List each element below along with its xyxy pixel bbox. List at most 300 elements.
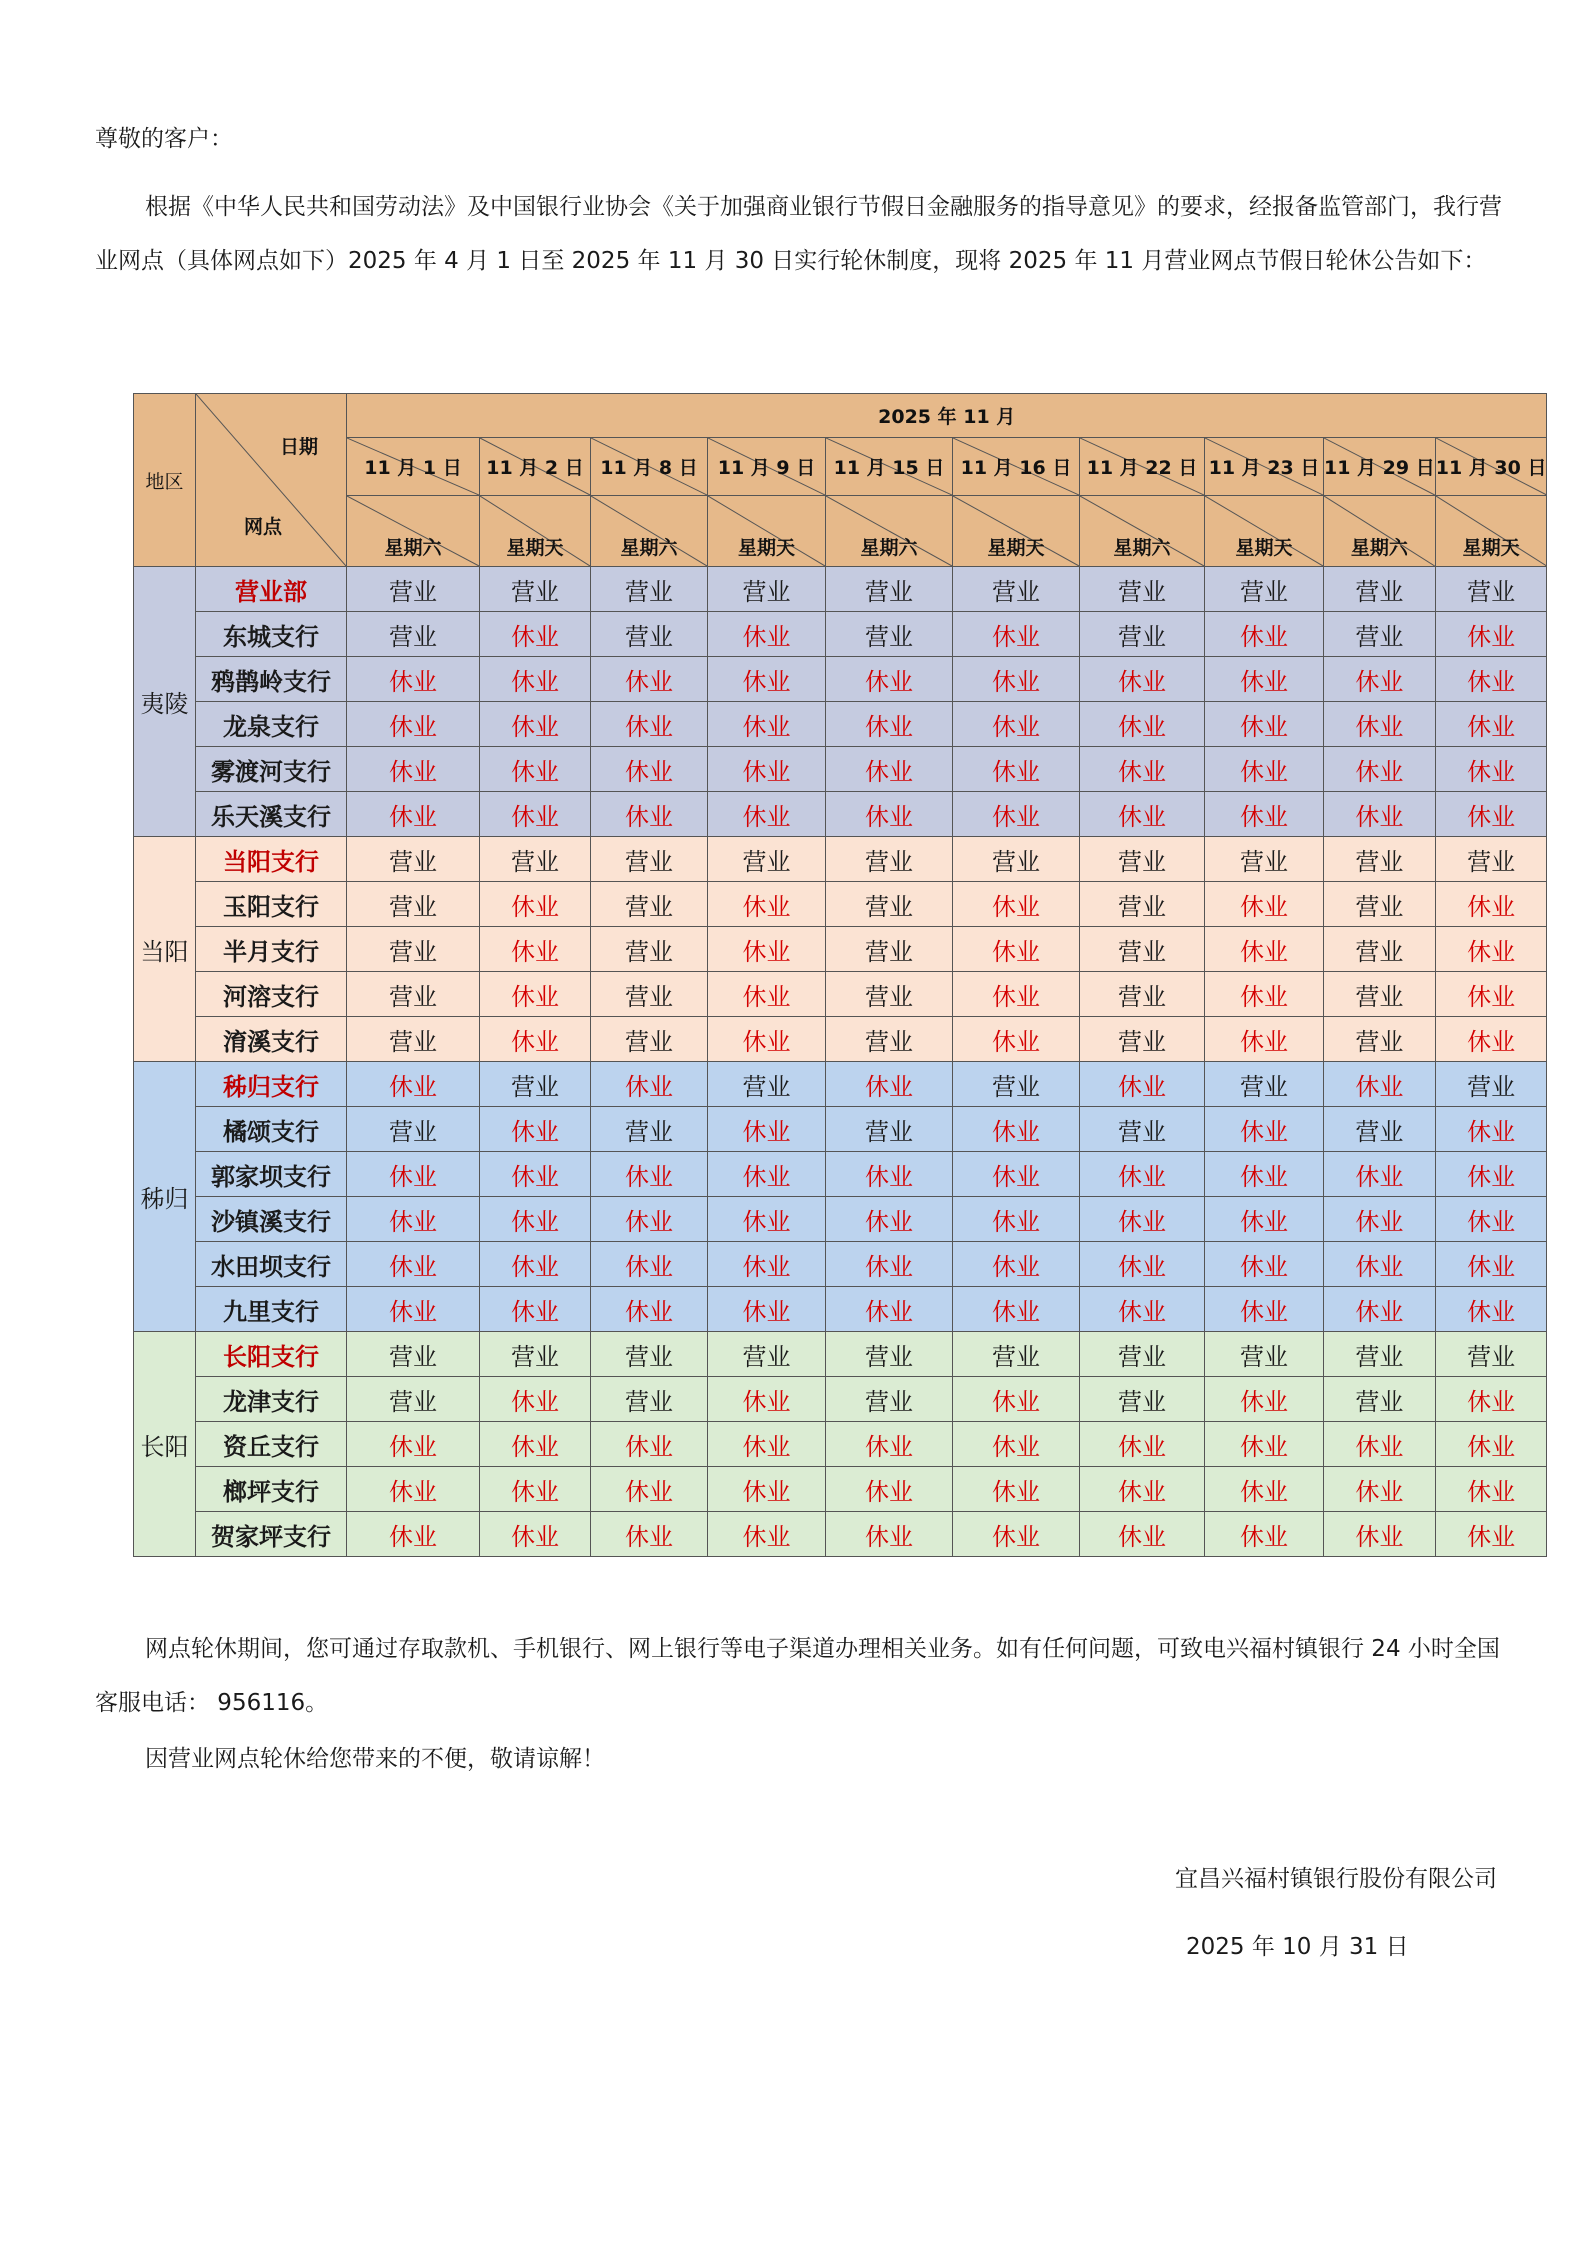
status-closed: 休业 [708,1107,826,1152]
status-open: 营业 [347,972,480,1017]
status-open: 营业 [480,1062,591,1107]
status-closed: 休业 [953,1242,1080,1287]
status-closed: 休业 [708,1242,826,1287]
weekday-label: 星期六 [384,537,442,559]
status-closed: 休业 [591,792,708,837]
status-open: 营业 [826,837,953,882]
status-closed: 休业 [480,972,591,1017]
status-closed: 休业 [1080,702,1205,747]
weekday-label: 星期天 [506,537,564,559]
status-closed: 休业 [591,657,708,702]
status-closed: 休业 [1435,1152,1547,1197]
date-label: 11 月 22 日 [1086,457,1198,479]
status-closed: 休业 [1435,657,1547,702]
status-closed: 休业 [826,657,953,702]
weekday-label: 星期六 [620,537,678,559]
status-open: 营业 [708,837,826,882]
status-closed: 休业 [708,1377,826,1422]
status-closed: 休业 [347,1242,480,1287]
status-open: 营业 [826,1107,953,1152]
status-open: 营业 [953,1332,1080,1377]
status-closed: 休业 [480,1152,591,1197]
status-closed: 休业 [708,657,826,702]
status-closed: 休业 [1435,1017,1547,1062]
status-closed: 休业 [591,1062,708,1107]
status-closed: 休业 [1324,1197,1436,1242]
table-row [134,1107,1547,1152]
status-closed: 休业 [1324,1062,1436,1107]
status-closed: 休业 [953,702,1080,747]
status-closed: 休业 [480,1287,591,1332]
status-closed: 休业 [1080,1512,1205,1557]
table-row [134,1467,1547,1512]
status-closed: 休业 [1205,1197,1324,1242]
status-closed: 休业 [826,1197,953,1242]
date-label: 11 月 1 日 [364,457,462,479]
table-row [134,927,1547,972]
status-open: 营业 [826,1017,953,1062]
status-open: 营业 [1435,837,1547,882]
status-open: 营业 [347,1107,480,1152]
weekday-row [134,496,1547,567]
status-closed: 休业 [1205,1422,1324,1467]
status-closed: 休业 [1324,792,1436,837]
date-header-cell [1080,438,1205,496]
status-closed: 休业 [347,1152,480,1197]
status-open: 营业 [591,612,708,657]
branch-name: 当阳支行 [196,837,347,882]
status-open: 营业 [591,1377,708,1422]
status-open: 营业 [1435,1332,1547,1377]
weekday-header-cell [708,496,826,567]
status-closed: 休业 [953,1152,1080,1197]
status-closed: 休业 [347,747,480,792]
date-header: 日期 [279,436,318,458]
status-closed: 休业 [708,882,826,927]
schedule-body [134,567,1547,1557]
status-closed: 休业 [1324,1467,1436,1512]
status-open: 营业 [1080,882,1205,927]
status-closed: 休业 [1324,1422,1436,1467]
status-closed: 休业 [1324,657,1436,702]
status-open: 营业 [591,1017,708,1062]
branch-name: 龙泉支行 [196,702,347,747]
branch-name: 鸦鹊岭支行 [196,657,347,702]
status-open: 营业 [591,927,708,972]
status-closed: 休业 [591,747,708,792]
status-closed: 休业 [826,747,953,792]
status-open: 营业 [826,1377,953,1422]
signer: 宜昌兴福村镇银行股份有限公司 [1175,1866,1497,1892]
status-open: 营业 [1080,1332,1205,1377]
branch-name: 雾渡河支行 [196,747,347,792]
branch-name: 河溶支行 [196,972,347,1017]
status-closed: 休业 [953,1377,1080,1422]
status-closed: 休业 [1324,1287,1436,1332]
branch-name: 秭归支行 [196,1062,347,1107]
table-row [134,1287,1547,1332]
status-open: 营业 [1324,612,1436,657]
table-row [134,612,1547,657]
date-label: 11 月 23 日 [1208,457,1320,479]
date-header-cell [1205,438,1324,496]
weekday-header-cell [1435,496,1547,567]
status-closed: 休业 [480,927,591,972]
status-open: 营业 [1080,837,1205,882]
status-open: 营业 [347,837,480,882]
weekday-label: 星期六 [860,537,918,559]
weekday-label: 星期六 [1113,537,1171,559]
weekday-header-cell [826,496,953,567]
status-closed: 休业 [1324,702,1436,747]
status-closed: 休业 [953,1107,1080,1152]
month-title: 2025 年 11 月 [347,394,1547,438]
branch-name: 榔坪支行 [196,1467,347,1512]
status-open: 营业 [480,1332,591,1377]
status-closed: 休业 [708,1017,826,1062]
status-closed: 休业 [953,657,1080,702]
status-closed: 休业 [708,1287,826,1332]
branch-name: 乐天溪支行 [196,792,347,837]
status-closed: 休业 [480,747,591,792]
status-closed: 休业 [708,972,826,1017]
status-open: 营业 [826,567,953,612]
status-closed: 休业 [953,1287,1080,1332]
branch-name: 营业部 [196,567,347,612]
status-closed: 休业 [347,1287,480,1332]
status-open: 营业 [1324,1017,1436,1062]
status-open: 营业 [347,882,480,927]
status-open: 营业 [1080,972,1205,1017]
status-open: 营业 [1435,1062,1547,1107]
table-row [134,1197,1547,1242]
status-closed: 休业 [1435,1377,1547,1422]
status-open: 营业 [347,1377,480,1422]
status-closed: 休业 [480,1467,591,1512]
status-closed: 休业 [1080,1422,1205,1467]
table-row [134,657,1547,702]
status-closed: 休业 [480,1017,591,1062]
status-closed: 休业 [1205,1017,1324,1062]
weekday-header-cell [1324,496,1436,567]
date-header-cell [591,438,708,496]
status-closed: 休业 [953,927,1080,972]
status-closed: 休业 [591,1287,708,1332]
status-closed: 休业 [1435,1467,1547,1512]
status-open: 营业 [591,972,708,1017]
branch-name: 龙津支行 [196,1377,347,1422]
branch-name: 淯溪支行 [196,1017,347,1062]
status-closed: 休业 [708,1512,826,1557]
table-row [134,882,1547,927]
status-closed: 休业 [1435,792,1547,837]
status-closed: 休业 [1205,882,1324,927]
table-row [134,1152,1547,1197]
status-closed: 休业 [591,702,708,747]
status-closed: 休业 [1205,702,1324,747]
status-closed: 休业 [826,1467,953,1512]
branch-header: 网点 [244,516,283,538]
date-label: 11 月 29 日 [1324,457,1435,479]
status-closed: 休业 [953,747,1080,792]
date-label: 11 月 2 日 [486,457,584,479]
region-cell: 长阳 [134,1332,196,1557]
status-closed: 休业 [1435,1512,1547,1557]
region-cell: 秭归 [134,1062,196,1332]
status-closed: 休业 [480,792,591,837]
status-open: 营业 [1324,972,1436,1017]
branch-name: 郭家坝支行 [196,1152,347,1197]
status-closed: 休业 [347,657,480,702]
weekday-header-cell [1080,496,1205,567]
status-closed: 休业 [1435,972,1547,1017]
status-open: 营业 [1324,1332,1436,1377]
status-closed: 休业 [1324,1152,1436,1197]
status-closed: 休业 [480,657,591,702]
status-closed: 休业 [591,1197,708,1242]
status-closed: 休业 [1080,657,1205,702]
status-open: 营业 [480,567,591,612]
status-closed: 休业 [1080,1152,1205,1197]
status-closed: 休业 [1435,1422,1547,1467]
status-open: 营业 [1080,1377,1205,1422]
status-closed: 休业 [1080,1197,1205,1242]
date-row [134,438,1547,496]
status-closed: 休业 [591,1422,708,1467]
status-closed: 休业 [347,792,480,837]
status-closed: 休业 [1205,747,1324,792]
date-label: 11 月 30 日 [1435,457,1547,479]
status-open: 营业 [826,1332,953,1377]
status-closed: 休业 [347,1422,480,1467]
status-closed: 休业 [1205,657,1324,702]
status-open: 营业 [1080,1107,1205,1152]
status-closed: 休业 [1080,1242,1205,1287]
status-closed: 休业 [480,1512,591,1557]
branch-name: 长阳支行 [196,1332,347,1377]
status-closed: 休业 [1080,747,1205,792]
table-row [134,837,1547,882]
branch-name: 半月支行 [196,927,347,972]
status-closed: 休业 [1435,927,1547,972]
status-open: 营业 [826,927,953,972]
status-closed: 休业 [1205,927,1324,972]
status-closed: 休业 [953,972,1080,1017]
region-cell: 夷陵 [134,567,196,837]
weekday-label: 星期天 [737,537,795,559]
status-closed: 休业 [1080,792,1205,837]
status-closed: 休业 [480,1107,591,1152]
status-closed: 休业 [1205,1242,1324,1287]
weekday-header-cell [591,496,708,567]
status-closed: 休业 [1205,1467,1324,1512]
status-closed: 休业 [1435,1107,1547,1152]
weekday-label: 星期天 [1462,537,1520,559]
date-header-cell [826,438,953,496]
status-closed: 休业 [708,612,826,657]
status-closed: 休业 [826,792,953,837]
status-open: 营业 [1080,612,1205,657]
status-open: 营业 [1205,1062,1324,1107]
status-closed: 休业 [953,1512,1080,1557]
date-header-cell [1324,438,1436,496]
status-open: 营业 [1080,927,1205,972]
status-open: 营业 [708,567,826,612]
weekday-header-cell [347,496,480,567]
closing-paragraph: 网点轮休期间，您可通过存取款机、手机银行、网上银行等电子渠道办理相关业务。如有任何问题，可致电兴福村镇银行 24 小时全国客服电话： 956116。 [95,1636,1500,1716]
table-row [134,1377,1547,1422]
status-open: 营业 [1324,837,1436,882]
table-row [134,1422,1547,1467]
date-label: 11 月 15 日 [833,457,945,479]
status-open: 营业 [826,612,953,657]
status-closed: 休业 [708,702,826,747]
status-closed: 休业 [1205,972,1324,1017]
status-closed: 休业 [347,1467,480,1512]
status-closed: 休业 [953,792,1080,837]
status-closed: 休业 [1205,612,1324,657]
status-open: 营业 [1324,1107,1436,1152]
status-closed: 休业 [1080,1062,1205,1107]
intro-paragraph: 根据《中华人民共和国劳动法》及中国银行业协会《关于加强商业银行节假日金融服务的指导意见》的要求，经报备监管部门，我行营业网点（具体网点如下）2025 年 4 月 1 日至 2025 年 11 月 30 日实行轮休制度，现将 2025 年 11 月营业网点节假日轮休公告如下： [95,194,1502,274]
status-closed: 休业 [708,1422,826,1467]
date-label: 11 月 9 日 [717,457,816,479]
status-open: 营业 [591,1332,708,1377]
status-open: 营业 [1205,567,1324,612]
status-open: 营业 [480,837,591,882]
status-closed: 休业 [347,1512,480,1557]
status-closed: 休业 [826,1152,953,1197]
branch-name: 沙镇溪支行 [196,1197,347,1242]
status-open: 营业 [591,567,708,612]
branch-name: 贺家坪支行 [196,1512,347,1557]
status-open: 营业 [1080,567,1205,612]
status-open: 营业 [1205,1332,1324,1377]
status-closed: 休业 [1324,1512,1436,1557]
weekday-label: 星期天 [987,537,1045,559]
status-open: 营业 [591,1107,708,1152]
date-header-cell [347,438,480,496]
date-label: 11 月 16 日 [960,457,1072,479]
branch-name: 橘颂支行 [196,1107,347,1152]
branch-name: 资丘支行 [196,1422,347,1467]
weekday-label: 星期天 [1235,537,1293,559]
status-open: 营业 [1324,1377,1436,1422]
date-header-cell [708,438,826,496]
rotation-schedule-table [133,393,1547,1557]
status-closed: 休业 [708,1152,826,1197]
status-closed: 休业 [708,792,826,837]
status-open: 营业 [708,1062,826,1107]
status-closed: 休业 [1435,882,1547,927]
status-closed: 休业 [953,1197,1080,1242]
status-closed: 休业 [826,1062,953,1107]
status-closed: 休业 [480,1197,591,1242]
table-row [134,1017,1547,1062]
status-closed: 休业 [1435,747,1547,792]
status-closed: 休业 [480,612,591,657]
weekday-header-cell [1205,496,1324,567]
status-closed: 休业 [953,1467,1080,1512]
date-branch-header [196,394,347,567]
region-cell: 当阳 [134,837,196,1062]
weekday-header-cell [953,496,1080,567]
status-closed: 休业 [1205,792,1324,837]
status-closed: 休业 [1435,702,1547,747]
status-closed: 休业 [347,702,480,747]
branch-name: 东城支行 [196,612,347,657]
status-closed: 休业 [708,747,826,792]
status-closed: 休业 [826,1422,953,1467]
branch-name: 九里支行 [196,1287,347,1332]
status-closed: 休业 [1435,1287,1547,1332]
status-closed: 休业 [708,1197,826,1242]
weekday-label: 星期六 [1350,537,1408,559]
status-closed: 休业 [953,882,1080,927]
status-open: 营业 [1324,927,1436,972]
status-closed: 休业 [826,702,953,747]
status-open: 营业 [953,567,1080,612]
status-open: 营业 [347,927,480,972]
status-open: 营业 [1435,567,1547,612]
region-header: 地区 [134,394,196,567]
status-closed: 休业 [953,1422,1080,1467]
date-header-cell [953,438,1080,496]
status-closed: 休业 [480,1377,591,1422]
status-open: 营业 [1324,882,1436,927]
status-closed: 休业 [953,1017,1080,1062]
status-closed: 休业 [480,1422,591,1467]
status-open: 营业 [1080,1017,1205,1062]
status-closed: 休业 [347,1062,480,1107]
status-closed: 休业 [480,882,591,927]
status-open: 营业 [953,1062,1080,1107]
status-open: 营业 [826,882,953,927]
status-open: 营业 [591,882,708,927]
status-closed: 休业 [1324,1242,1436,1287]
weekday-header-cell [480,496,591,567]
greeting: 尊敬的客户： [95,126,233,152]
apology-line: 因营业网点轮休给您带来的不便，敬请谅解！ [145,1746,605,1772]
status-open: 营业 [347,1017,480,1062]
date-header-cell [1435,438,1547,496]
status-closed: 休业 [1205,1107,1324,1152]
sign-date: 2025 年 10 月 31 日 [1186,1934,1409,1960]
status-closed: 休业 [1205,1377,1324,1422]
status-open: 营业 [347,567,480,612]
date-label: 11 月 8 日 [600,457,698,479]
table-row [134,702,1547,747]
status-closed: 休业 [1205,1152,1324,1197]
branch-name: 水田坝支行 [196,1242,347,1287]
status-open: 营业 [1324,567,1436,612]
table-row [134,1062,1547,1107]
table-row [134,972,1547,1017]
table-row [134,747,1547,792]
table-row [134,1242,1547,1287]
status-open: 营业 [1205,837,1324,882]
status-closed: 休业 [347,1197,480,1242]
branch-name: 玉阳支行 [196,882,347,927]
status-closed: 休业 [708,927,826,972]
status-closed: 休业 [1435,612,1547,657]
status-closed: 休业 [826,1512,953,1557]
status-closed: 休业 [1205,1287,1324,1332]
status-closed: 休业 [591,1152,708,1197]
status-closed: 休业 [1205,1512,1324,1557]
table-row [134,792,1547,837]
status-open: 营业 [347,1332,480,1377]
